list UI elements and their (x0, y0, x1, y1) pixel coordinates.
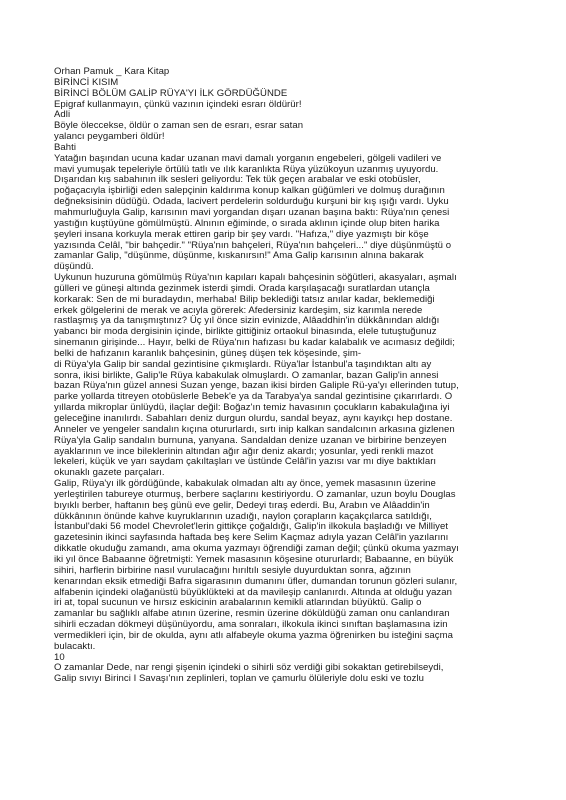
text-line: sihiri, harflerin birbirine nasıl vurulacağını hırıltılı sesiyle duyurduktan sonra, ağzının (54, 564, 411, 576)
text-line: Bahti (54, 141, 77, 153)
text-line: Dışarıdan kış sabahının ilk sesleri geliyordu: Tek tük geçen arabalar ve eski otobüsler, (54, 174, 421, 186)
text-line: yalancı peygamberi öldür! (54, 131, 165, 143)
text-line: Uykunun huzuruna gömülmüş Rüya'nın kapıları kapalı bahçesinin söğütleri, akasyaları, aşmalı (54, 272, 457, 284)
text-line: Galip sıvıyı Birinci I Savaşı'nın zeplinleri, toplan ve çamurlu ölüleriyle dolu eski ve tozlu (54, 673, 424, 685)
text-line: korkarak: Sen de mi buradaydın, merhaba! Bilip beklediği tatsız anılar kadar, beklemediği (54, 293, 435, 305)
text-line: değneksisinin düdüğü. Odada, lacivert perdelerin soldurduğu kurşuni bir kış ışığı vardı. Uyku (54, 196, 449, 208)
text-line: alfabenin içindeki olağanüstü büyüklükteki at da mavileşip canlanırdı. Altında at olduğu yazan (54, 586, 452, 598)
text-line: mahmurluğuyla Galip, karısının mavi yorgandan dışarı uzanan başına baktı: Rüya'nın çenesi (54, 206, 450, 218)
text-line: 10 (54, 651, 65, 663)
text-line: Böyle öleccekse, öldür o zaman sen de esrarı, esrar satan (54, 120, 304, 132)
text-line: sihirli eczadan dökmeyi düşünüyordu, ama sonraları, ilkokula ikinci sınıftan başlamasına izin (54, 619, 448, 631)
text-line: lekeleri, küçük ve yarı saydam çakıltaşları ve üstünde Celâl'in yazısı var mı diye baktıkları (54, 456, 437, 468)
text-line: dükkânının önünde kahve kuyruklarının uzadığı, naylon çorapların kaçakçılarca satıldığı, (54, 510, 433, 522)
text-line: düşündü. (54, 261, 94, 273)
text-line: Yatağın başından ucuna kadar uzanan mavi damalı yorganın engebeleri, gölgeli vadileri ve (54, 152, 442, 164)
text-line: yerleştirilen tabureye oturmuş, berbere saçlarını kestiriyordu. O zamanlar, uzun boylu Douglas (54, 488, 456, 500)
document-page (54, 67, 522, 685)
text-line: yastığın kuştüyüne gömülmüştü. Alnının eğiminde, o sırada aklının içinde olup biten harika (54, 217, 440, 229)
text-line: rastlaşmış ya da tanışmıştınız? Üç yıl önce sizin evinizde, Alâaddhin'in dükkânından aldığı (54, 315, 440, 327)
text-line: şeyleri insana korkuyla merak ettiren garip bir şey vardı. "Hafıza," diye yazmıştı bir köşe (54, 228, 429, 240)
text-line: bıyıklı berber, haftanın beş günü eve gelir, Dedeyi tıraş ederdi. Bu, Arabın ve Alâaddin'in (54, 499, 430, 511)
text-line: yabancı bir moda dergisinin içinde, birlikte gittiğiniz ortaokul binasında, elele tutuştuğunuz (54, 326, 437, 338)
text-line: İstanbul'daki 56 model Chevrolet'lerin gittikçe çoğaldığı, Galip'in ilkokula başladığı ve Milliyet (54, 521, 449, 533)
text-line: Galip, Rüya'yı ilk gördüğünde, kabakulak olmadan altı ay önce, yemek masasının üzerine (54, 478, 436, 490)
text-line: Epigraf kullanmayın, çünkü vazının içindeki esrarı öldürür! (54, 98, 302, 110)
text-line: dikkatle okuduğu zamandı, ama okuma yazmayı öğrendiği zaman değil; çünkü okuma yazmayı (54, 543, 459, 555)
text-line: belki de hafızanın karanlık bahçesinin, güneş düşen tek köşesinde, şim- (54, 347, 362, 359)
text-line: poğaçacıyla işbirliği eden salepçinin kaldırıma konup kalkan güğümleri ve dolmuş durağının (54, 185, 445, 197)
text-line: iki yıl önce Babaanne öğretmişti: Yemek masasının köşesine otururlardı; Babaanne, en büyük (54, 553, 454, 565)
text-line: mavi yumuşak tepeleriyle örtülü tatlı ve ılık karanlıkta Rüya yüzükoyun uzanmış uyuyordu. (54, 163, 439, 175)
text-line: kenarından eksik etmediği Bafra sigarasının dumanını üfler, dumandan torunun gözleri sulanır, (54, 575, 458, 587)
text-line: BİRİNCİ KISIM (54, 76, 119, 88)
text-line: O zamanlar Dede, nar rengi şişenin içindeki o sihirli söz verdiği gibi sokaktan getirebilseydi, (54, 662, 444, 674)
text-line: Adli (54, 109, 71, 121)
text-line: Rüya'yla Galip sandalın burnuna, yanyana. Sandaldan denize uzanan ve birbirine benzeyen (54, 434, 447, 446)
text-line: geleceğine inanılırdı. Sabahları deniz durgun olurdu, sandal beyaz, aynı kayıkçı hep dostane. (54, 413, 453, 424)
text-line: zamanlar bu sağlıklı alfabe atının üzerine, resmin üzerine döküldüğü zaman onu canlandıran (54, 608, 450, 620)
text-line: yıllarda mikroplar ünlüydü, ilaçlar değil: Boğaz'ın temiz havasının çocukların kabakulağına iyi (54, 402, 450, 414)
text-line: sinemanın girişinde... Hayır, belki de Rüya'nın hafızası bu kadar kalabalık ve acımasız değildi; (54, 337, 455, 349)
text-line: okunaklı gazete parçaları. (54, 467, 165, 479)
text-line: gülleri ve güneşi altında gezinmek isterdi şimdi. Orada karşılaşacağı suratlardan utançla (54, 282, 430, 294)
text-line: iri at, topal sucunun ve hırsız eskicinin arabalarının kemikli atlarından büyüktü. Galip o (54, 597, 422, 609)
text-line: bazan Rüya'nın güzel annesi Suzan yenge, bazan ikisi birden Galiple Rü-ya'yı ellerinden tutup, (54, 380, 459, 392)
text-line: erkek gölgelerini de merak ve acıyla görerek: Afedersiniz kardeşim, siz karımla nerede (54, 304, 423, 316)
text-line: Orhan Pamuk _ Kara Kitap (54, 66, 170, 77)
text-line: di Rüya'yla Galip bir sandal gezintisine çıkmışlardı. Rüya'lar İstanbul'a taşındıktan altı ay (54, 358, 432, 370)
text-line: bulacaktı. (54, 640, 96, 652)
text-line: Anneler ve yengeler sandalın kıçına otururlardı, sırtı inip kalkan sandalcının arkasına gizlenen (54, 423, 455, 435)
text-line: sonra, ikisi birlikte, Galip'le Rüya kabakulak olmuşlardı. O zamanlar, bazan Galip'in annesi (54, 369, 439, 381)
text-line: zamanlar Galip, "düşünme, düşünme, kıskanırsın!" Ama Galip karısının alnına bakarak (54, 250, 424, 262)
text-line: vermedikleri için, bir de okulda, aynı atlı alfabeyle okuma yazma öğrenirken bu isteğini saçma (54, 629, 453, 641)
text-line: gazetesinin ikinci sayfasında haftada beş kere Selim Kaçmaz adıyla yazan Celâl'in yazılarını (54, 532, 449, 544)
text-line: parke yollarda titreyen otobüslerle Bebek'e ya da Tarabya'ya sandal gezintisine çıkarırlardı. O (54, 391, 453, 403)
text-line: ayaklarının ve ince bileklerinin altından ağır ağır deniz akardı; yosunlar, yedi renkli mazot (54, 445, 434, 457)
text-line: yazısında Celâl, "bir bahçedir." "Rüya'nın bahçeleri, Rüya'nın bahçeleri..." diye düşünmüştü o (54, 239, 452, 251)
text-line: BİRİNCİ BÖLÜM GALİP RÜYA'YI İLK GÖRDÜĞÜNDE (54, 87, 288, 99)
